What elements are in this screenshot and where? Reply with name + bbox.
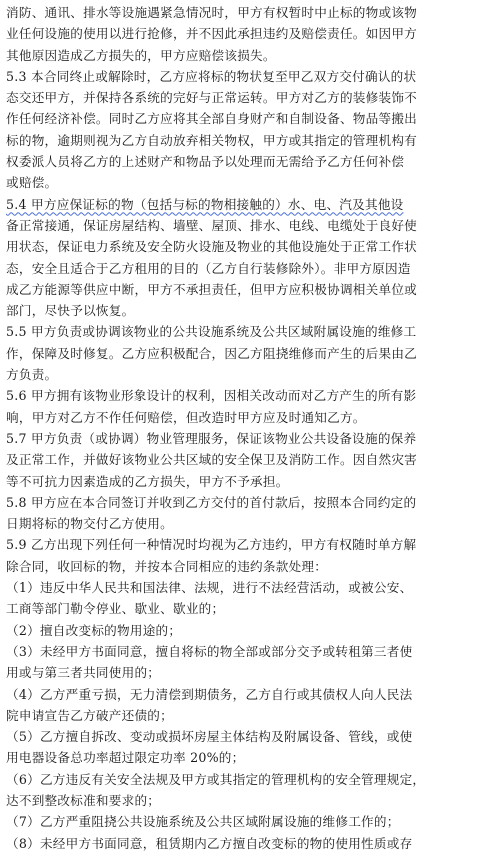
text-line: 除合同，收回标的物，并按本合同相应的违约条款处理： bbox=[6, 558, 328, 574]
text-line: 用或与第三者共同使用的； bbox=[6, 665, 161, 681]
text-line: 用状态，保证电力系统及安全防火设施及物业的其他设施处于正常工作状 bbox=[6, 239, 417, 255]
text-line: 响，甲方对乙方不作任何赔偿，但改造时甲方应及时通知乙方。 bbox=[6, 409, 366, 425]
text-line: （7）乙方严重阻挠公共设施系统及公共区域附属设施的维修工作的； bbox=[6, 814, 400, 830]
spellcheck-underlined-text: 5.4 甲方应保证标的物（包括与标的物相接触的）水、电、汽及其他设 bbox=[6, 196, 404, 212]
text-line: 态，安全且适合于乙方租用的目的（乙方自行装修除外）。非甲方原因造 bbox=[6, 260, 411, 276]
text-line: 5.5 甲方负责或协调该物业的公共设施系统及公共区域附属设施的维修工 bbox=[6, 324, 417, 340]
text-line: 5.6 甲方拥有该物业形象设计的权利，因相关改动而对乙方产生的所有影 bbox=[6, 388, 417, 404]
text-line: 作，保障及时修复。乙方应积极配合，因乙方阻挠维修而产生的后果由乙 bbox=[6, 345, 417, 361]
text-line: （3）未经甲方书面同意，擅自将标的物全部或部分交予或转租第三者使 bbox=[6, 643, 413, 659]
text-line: （6）乙方违反有关安全法规及甲方或其指定的管理机构的安全管理规定， bbox=[6, 771, 426, 787]
text-line: 用电器设备总功率超过限定功率 20%的； bbox=[6, 750, 245, 766]
document-body bbox=[6, 2, 496, 854]
text-line: 工商等部门勒令停业、歇业、歇业的； bbox=[6, 601, 225, 617]
text-line: 达不到整改标准和要求的； bbox=[6, 792, 161, 808]
text-line: 5.8 甲方应在本合同签订并收到乙方交付的首付款后，按照本合同约定的 bbox=[6, 494, 417, 510]
text-line: 等不可抗力因素造成的乙方损失，甲方不予承担。 bbox=[6, 473, 289, 489]
text-line: 5.9 乙方出现下列任何一种情况时均视为乙方违约，甲方有权随时单方解 bbox=[6, 537, 417, 553]
text-line: 5.3 本合同终止或解除时，乙方应将标的物状复至甲乙双方交付确认的状 bbox=[6, 68, 417, 84]
text-line: 5.7 甲方负责（或协调）物业管理服务，保证该物业公共设备设施的保养 bbox=[6, 430, 417, 446]
text-line: 权委派人员将乙方的上述财产和物品予以处理而无需给予乙方任何补偿 bbox=[6, 154, 405, 170]
text-line: 态交还甲方，并保持各系统的完好与正常运转。甲方对乙方的装修装饰不 bbox=[6, 90, 417, 106]
text-line: 日期将标的物交付乙方使用。 bbox=[6, 516, 173, 532]
text-line: 成乙方能源等供应中断，甲方不承担责任，但甲方应积极协调相关单位或 bbox=[6, 281, 417, 297]
text-line: （5）乙方擅自拆改、变动或损坏房屋主体结构及附属设备、管线，或使 bbox=[6, 729, 413, 745]
text-line: 及正常工作，并做好该物业公共区域的安全保卫及消防工作。因自然灾害 bbox=[6, 452, 417, 468]
text-line: （2）擅自改变标的物用途的； bbox=[6, 622, 182, 638]
text-line: 其他原因造成乙方损失的，甲方应赔偿该损失。 bbox=[6, 47, 276, 63]
text-line: （8）未经甲方书面同意，租赁期内乙方擅自改变标的物的使用性质或存 bbox=[6, 835, 413, 851]
text-line bbox=[6, 194, 496, 215]
text-line: （1）违反中华人民共和国法律、法规，进行不法经营活动，或被公安、 bbox=[6, 580, 413, 596]
text-line: 备正常接通，保证房屋结构、墙壁、屋顶、排水、电线、电缆处于良好使 bbox=[6, 217, 417, 233]
text-line: 消防、通讯、排水等设施遇紧急情况时，甲方有权暂时中止标的物或该物 bbox=[6, 5, 417, 20]
text-line: （4）乙方严重亏损，无力清偿到期债务，乙方自行或其债权人向人民法 bbox=[6, 686, 413, 702]
text-line: 作任何经济补偿。同时乙方应将其全部自身财产和自制设备、物品等搬出 bbox=[6, 111, 417, 127]
text-line: 或赔偿。 bbox=[6, 175, 58, 191]
text-line: 院申请宣告乙方破产还债的； bbox=[6, 707, 173, 723]
text-line: 标的物，逾期则视为乙方自动放弃相关物权，甲方或其指定的管理机构有 bbox=[6, 132, 417, 148]
text-line: 部门，尽快予以恢复。 bbox=[6, 303, 135, 319]
text-line: 业任何设施的使用以进行抢修，并不因此承担违约及赔偿责任。如因甲方 bbox=[6, 26, 417, 42]
text-line: 方负责。 bbox=[6, 367, 58, 383]
